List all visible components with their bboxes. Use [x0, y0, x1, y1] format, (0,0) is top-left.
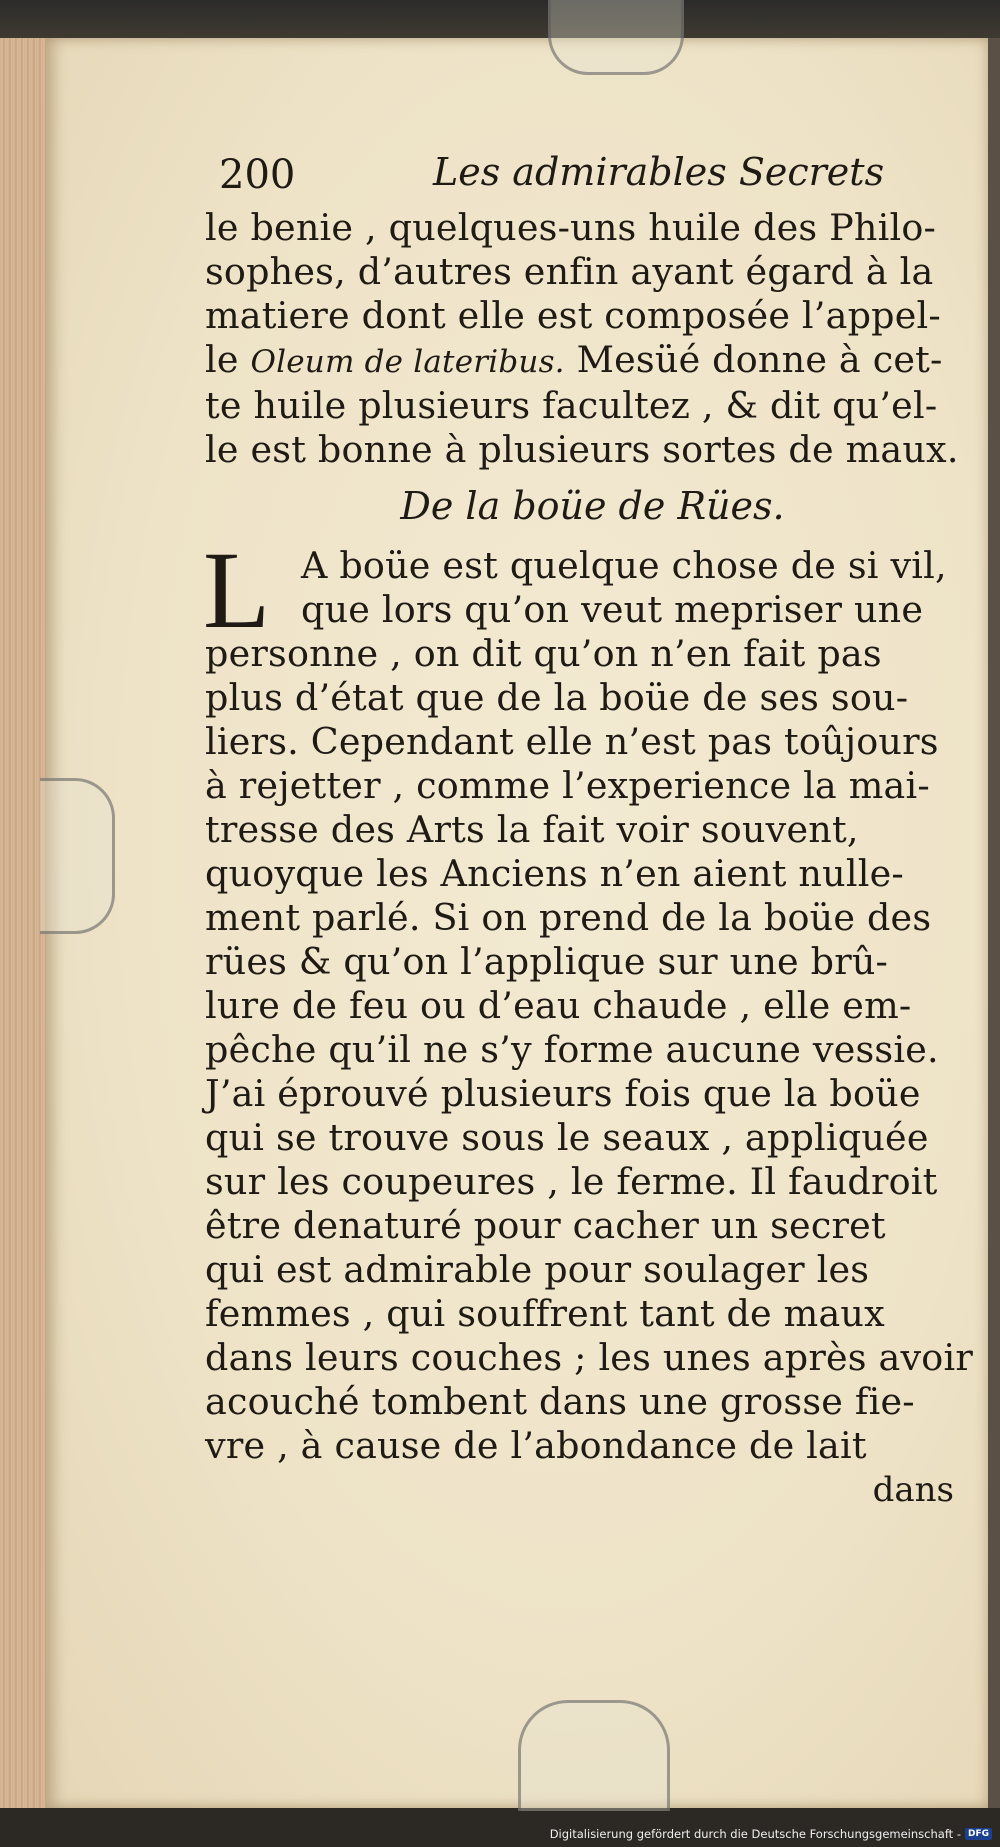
- bottom-page-clip: [518, 1700, 670, 1811]
- text-line: acouché tombent dans une grosse fie-: [205, 1380, 915, 1423]
- text-line: rües & qu’on l’applique sur une brû-: [205, 940, 889, 983]
- running-title: Les admirables Secrets: [433, 150, 885, 194]
- text-line: liers. Cependant elle n’est pas toûjours: [205, 720, 939, 763]
- left-page-clip: [40, 778, 115, 934]
- page-text: [203, 140, 973, 1512]
- text-line: à rejetter , comme l’experience la mai-: [205, 764, 930, 807]
- page-number: 200: [219, 152, 296, 198]
- text-line: qui est admirable pour soulager les: [205, 1248, 870, 1291]
- text-line: que lors qu’on veut mepriser une: [301, 588, 924, 631]
- text-line: sur les coupeures , le ferme. Il faudroit: [205, 1160, 938, 1203]
- credit-text: Digitalisierung gefördert durch die Deutsche Forschungsgemeinschaft -: [549, 1827, 961, 1841]
- text-line: femmes , qui souffrent tant de maux: [205, 1292, 885, 1335]
- text-line: sophes, d’autres enfin ayant égard à la: [205, 250, 934, 293]
- text-line: dans leurs couches ; les unes après avoir: [205, 1336, 973, 1379]
- text-line: A boüe est quelque chose de si vil,: [301, 544, 947, 587]
- text-line: le benie , quelques-uns huile des Philo-: [205, 206, 937, 249]
- text-line: être denaturé pour cacher un secret: [205, 1204, 886, 1247]
- text-line: plus d’état que de la boüe de ses sou-: [205, 676, 909, 719]
- text-line: lure de feu ou d’eau chaude , elle em-: [205, 984, 912, 1027]
- top-scan-border: [0, 0, 1000, 38]
- text-line: te huile plusieurs facultez , & dit qu’el-: [205, 384, 938, 427]
- section-title: De la boüe de Rües.: [400, 484, 785, 528]
- text-line: qui se trouve sous le seaux , appliquée: [205, 1116, 929, 1159]
- latin-term: Oleum de lateribus.: [250, 344, 565, 380]
- text-line: [205, 338, 960, 384]
- drop-cap: L: [203, 529, 271, 651]
- text-line: tresse des Arts la fait voir souvent,: [205, 808, 859, 851]
- right-scan-border: [988, 38, 1000, 1808]
- line-prefix: le: [205, 338, 239, 381]
- digitization-credit: [550, 1825, 992, 1843]
- running-head: [205, 140, 960, 206]
- text-line: pêche qu’il ne s’y forme aucune vessie.: [205, 1028, 939, 1071]
- dfg-logo-icon: DFG: [965, 1828, 992, 1840]
- text-line: ment parlé. Si on prend de la boüe des: [205, 896, 932, 939]
- text-line: vre , à cause de l’abondance de lait: [205, 1424, 867, 1467]
- paragraph-boue: [203, 529, 973, 1468]
- catchword: dans: [872, 1470, 954, 1510]
- paragraph-continuation: [205, 206, 960, 472]
- text-line: le est bonne à plusieurs sortes de maux.: [205, 428, 959, 471]
- text-line: J’ai éprouvé plusieurs fois que la boüe: [205, 1072, 921, 1115]
- text-line: matiere dont elle est composée l’appel-: [205, 294, 941, 337]
- top-page-clip: [548, 0, 684, 75]
- text-line: personne , on dit qu’on n’en fait pas: [205, 632, 882, 675]
- text-line: quoyque les Anciens n’en aient nulle-: [205, 852, 904, 895]
- line-suffix: Mesüé donne à cet-: [576, 338, 943, 381]
